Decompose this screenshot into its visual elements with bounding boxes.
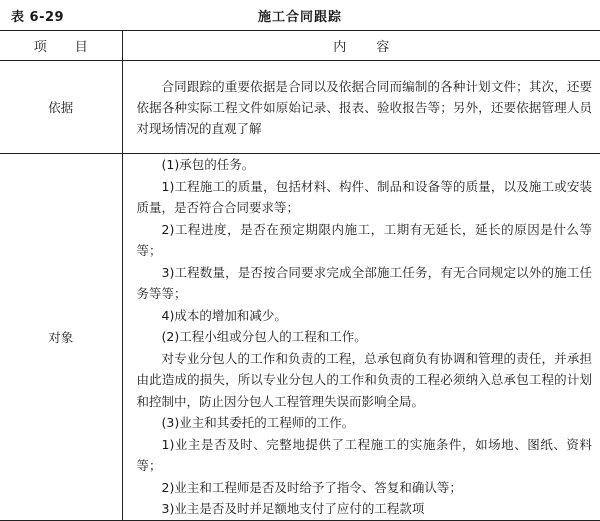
object-line: 1)工程施工的质量，包括材料、构件、制品和设备等的质量，以及施工或安装质量，是否符合合同要求等； bbox=[136, 178, 592, 215]
table-row-basis bbox=[0, 61, 600, 154]
table-caption bbox=[0, 0, 600, 30]
object-line: 2)工程进度，是否在预定期限内施工，工期有无延长，延长的原因是什么等等； bbox=[136, 221, 592, 258]
row-item-basis: 依据 bbox=[0, 61, 122, 154]
contract-tracking-table bbox=[0, 30, 600, 521]
header-content: 内容 bbox=[122, 31, 600, 61]
object-line: 3)业主是否及时并足额地支付了应付的工程款项 bbox=[161, 501, 425, 516]
basis-paragraph: 合同跟踪的重要依据是合同以及依据合同而编制的各种计划文件；其次，还要依据各种实际工程文件如原始记录、报表、验收报告等；另外，还要依据管理人员对现场情况的直观了解 bbox=[136, 78, 592, 136]
row-content-object bbox=[122, 154, 600, 521]
table-header-row bbox=[0, 31, 600, 61]
object-line: 3)工程数量，是否按合同要求完成全部施工任务，有无合同规定以外的施工任务等等； bbox=[136, 264, 592, 301]
object-line: (1)承包的任务。 bbox=[161, 157, 255, 172]
object-line: 4)成本的增加和减少。 bbox=[161, 307, 287, 323]
object-line: 2)业主和工程师是否及时给予了指令、答复和确认等； bbox=[161, 479, 462, 495]
table-title: 施工合同跟踪 bbox=[257, 10, 342, 25]
object-line: (2)工程小组或分包人的工程和工作。 bbox=[161, 329, 367, 344]
header-item: 项目 bbox=[0, 31, 122, 61]
object-line: 对专业分包人的工作和负责的工程，总承包商负有协调和管理的责任，并承担由此造成的损失，所以专业分包人的工作和负责的工程必须纳入总承包工程的计划和控制中，防止因分包人工程管理失误而影响全局。 bbox=[136, 350, 592, 409]
object-line: 1)业主是否及时、完整地提供了工程施工的实施条件，如场地、图纸、资料等； bbox=[136, 436, 592, 473]
row-item-object: 对象 bbox=[0, 154, 122, 521]
table-row-object bbox=[0, 154, 600, 521]
row-content-basis bbox=[122, 61, 600, 154]
object-line: (3)业主和其委托的工程师的工作。 bbox=[161, 415, 355, 430]
table-label: 表 6-29 bbox=[11, 10, 65, 25]
